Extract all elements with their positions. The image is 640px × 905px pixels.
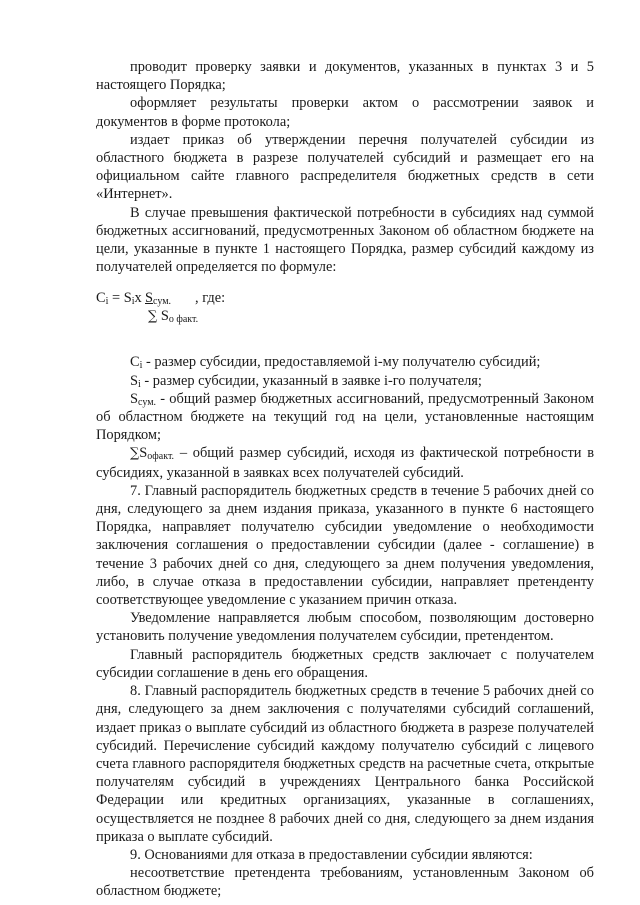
paragraph-clause-7: 7. Главный распорядитель бюджетных средств в течение 5 рабочих дней со дня, следующего за днем издания приказа, указанного в пункте 6 настоящего Порядка, направляет получателю субсидии уведомление о необходимости заключения соглашения о предоставлении субсидии (далее - соглашение) в течение 3 рабочих дней со дня, следующего за днем получения уведомления, либо, в случае отказа в предоставлении субсидии, направляет претенденту соответствующее уведомление с указанием причин отказа.	[96, 482, 594, 609]
definition-ssum: $S_{сум.}$ - общий размер бюджетных ассигнований, предусмотренный Законом об областном бюджете на текущий год на цели, установленные настоящим Порядком;	[96, 390, 594, 444]
formula-numerator: $S_{сум.}$	[145, 290, 172, 308]
definition-sfact: $\sum S_{офакт.}$ – общий размер субсидий, исходя из фактической потребности в субсидиях, указанной в заявках всех получателей субсидий.	[96, 445, 594, 481]
paragraph-agreement: Главный распорядитель бюджетных средств заключает с получателем субсидии соглашение в день его обращения.	[96, 646, 594, 681]
subsidy-formula	[96, 281, 594, 333]
paragraph-clause-8: 8. Главный распорядитель бюджетных средств в течение 5 рабочих дней со дня, следующего за днем заключения с получателями субсидий соглашений, издает приказ о выплате субсидий из областного бюджета в разрезе получателей субсидий. Перечисление субсидий каждому получателю субсидий с лицевого счета главного распорядителя бюджетных средств на расчетные счета, открытые получателям субсидий в учреждениях Центрального банка Российской Федерации или кредитных организациях, указанные в соглашениях, осуществляется не позднее 8 рабочих дней со дня, следующего за днем издания приказа о выплате субсидий.	[96, 683, 594, 845]
formula-lhs: $C_i = S_ix$	[96, 290, 142, 308]
paragraph-notification: Уведомление направляется любым способом, позволяющим достоверно установить получение уведомления получателем субсидии, претендентом.	[96, 610, 594, 645]
paragraph-refusal-ground: несоответствие претендента требованиям, установленным Законом об областном бюджете;	[96, 865, 594, 900]
definition-ci: $C_i$ - размер субсидии, предоставляемой i-му получателю субсидий;	[130, 354, 541, 372]
paragraph-clause-9: 9. Основаниями для отказа в предоставлении субсидии являются:	[130, 846, 533, 863]
paragraph-check-application: проводит проверку заявки и документов, указанных в пунктах 3 и 5 настоящего Порядка;	[96, 59, 594, 94]
document-page	[96, 58, 594, 901]
formula-where: , где:	[195, 290, 226, 307]
formula-denominator: ∑ $S_{о факт.}$	[148, 308, 199, 326]
paragraph-protocol: оформляет результаты проверки актом о рассмотрении заявок и документов в форме протокола;	[96, 95, 594, 130]
paragraph-formula-intro: В случае превышения фактической потребности в субсидиях над суммой бюджетных ассигнований, предусмотренных Законом об областном бюджете на цели, указанные в пункте 1 настоящего Порядка, размер субсидий каждому из получателей определяется по формуле:	[96, 204, 594, 276]
definition-si: $S_i$ - размер субсидии, указанный в заявке i-го получателя;	[130, 372, 482, 390]
paragraph-order-list: издает приказ об утверждении перечня получателей субсидии из областного бюджета в разрезе получателей субсидий и размещает его на официальном сайте главного распределителя бюджетных средств в сети «Интернет».	[96, 131, 594, 203]
